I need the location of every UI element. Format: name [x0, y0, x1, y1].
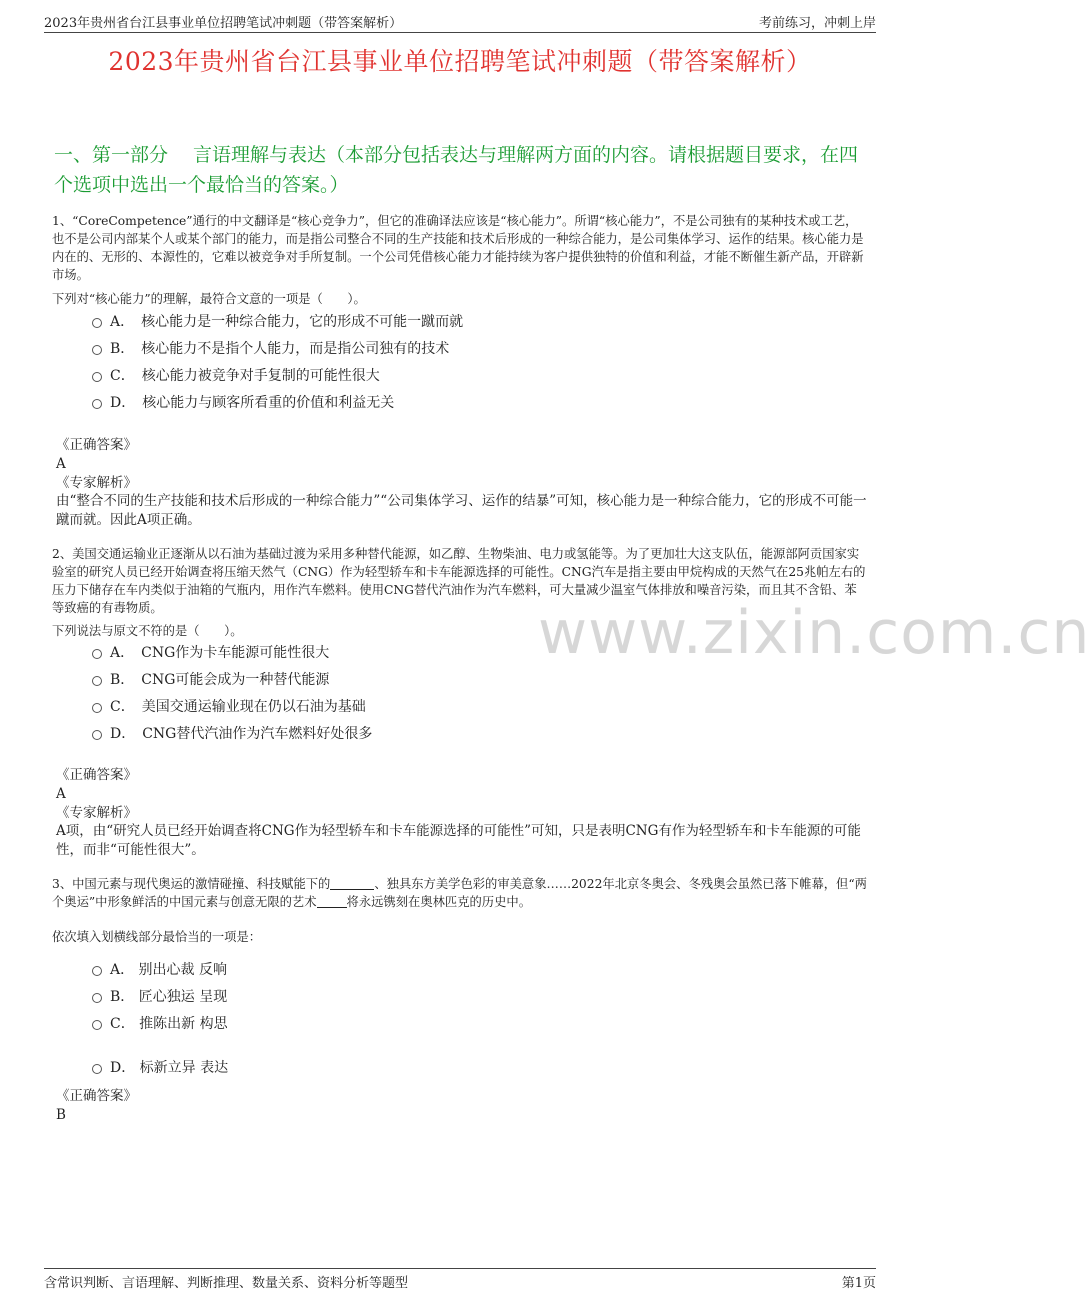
q1-stem: 下列对“核心能力”的理解，最符合文意的一项是（ ）。	[52, 292, 366, 306]
q3-stem: 依次填入划横线部分最恰当的一项是：	[52, 930, 262, 944]
radio-icon[interactable]	[92, 399, 102, 409]
footer-left-text: 含常识判断、言语理解、判断推理、数量关系、资料分析等题型	[44, 1276, 409, 1291]
radio-icon[interactable]	[92, 318, 102, 328]
q1-option-d[interactable]: D． 核心能力与顾客所看重的价值和利益无关	[92, 393, 394, 413]
q2-option-a[interactable]: A． CNG作为卡车能源可能性很大	[92, 643, 329, 663]
q1-option-b[interactable]: B． 核心能力不是指个人能力，而是指公司独有的技术	[92, 339, 449, 359]
radio-icon[interactable]	[92, 676, 102, 686]
q2-answer: A	[56, 786, 66, 802]
q1-analysis-label: 《专家解析》	[56, 475, 137, 491]
header-left-text: 2023年贵州省台江县事业单位招聘笔试冲刺题（带答案解析）	[44, 16, 403, 31]
radio-icon[interactable]	[92, 1020, 102, 1030]
q2-analysis-label: 《专家解析》	[56, 805, 137, 821]
q3-answer-label: 《正确答案》	[56, 1088, 137, 1104]
section-heading: 一、第一部分 言语理解与表达（本部分包括表达与理解两方面的内容。请根据题目要求，在四个选项中选出一个最恰当的答案。）	[54, 144, 859, 196]
q2-option-c[interactable]: C． 美国交通运输业现在仍以石油为基础	[92, 697, 366, 717]
page-header	[44, 10, 876, 33]
q3-option-d[interactable]: D． 标新立异 表达	[92, 1058, 228, 1078]
q3-option-a[interactable]: A． 别出心裁 反响	[92, 960, 227, 980]
q3-option-c[interactable]: C． 推陈出新 构思	[92, 1014, 228, 1034]
radio-icon[interactable]	[92, 993, 102, 1003]
fill-blank	[317, 895, 347, 908]
document-title: 2023年贵州省台江县事业单位招聘笔试冲刺题（带答案解析）	[108, 47, 812, 76]
q2-option-d[interactable]: D． CNG替代汽油作为汽车燃料好处很多	[92, 724, 372, 744]
q1-analysis: 由“整合不同的生产技能和技术后形成的一种综合能力”“公司集体学习、运作的结暴”可知，核心能力是一种综合能力，它的形成不可能一蹴而就。因此A项正确。	[56, 493, 867, 528]
header-right-text: 考前练习，冲刺上岸	[758, 16, 876, 31]
radio-icon[interactable]	[92, 1064, 102, 1074]
q2-analysis: A项，由“研究人员已经开始调查将CNG作为轻型轿车和卡车能源选择的可能性”可知，只是表明CNG有作为轻型轿车和卡车能源的可能性，而非“可能性很大”。	[56, 823, 861, 858]
radio-icon[interactable]	[92, 730, 102, 740]
page-footer	[44, 1268, 876, 1291]
radio-icon[interactable]	[92, 345, 102, 355]
radio-icon[interactable]	[92, 966, 102, 976]
q1-passage: 1、“CoreCompetence”通行的中文翻译是“核心竞争力”，但它的准确译法应该是“核心能力”。所谓“核心能力”，不是公司独有的某种技术或工艺，也不是公司内部某个人或某个部门的能力，而是指公司整合不同的生产技能和技术后形成的一种综合能力，是公司集体学习、运作的结果。核心能力是内在的、无形的、本源性的，它难以被竞争对手所复制。一个公司凭借核心能力才能持续为客户提供独特的价值和利益，才能不断催生新产品，开辟新市场。	[52, 214, 864, 282]
q3-option-b[interactable]: B． 匠心独运 呈现	[92, 987, 227, 1007]
q1-option-c[interactable]: C． 核心能力被竞争对手复制的可能性很大	[92, 366, 380, 386]
q3-passage: 3、中国元素与现代奥运的激情碰撞、科技赋能下的 、独具东方美学色彩的审美意象……2022年北京冬奥会、冬残奥会虽然已落下帷幕，但“两个奥运”中形象鲜活的中国元素与创意无限的艺术 将永远镌刻在奥林匹克的历史中。	[52, 877, 867, 909]
q3-answer: B	[56, 1107, 66, 1123]
page-number: 第1页	[841, 1276, 876, 1291]
q2-option-b[interactable]: B． CNG可能会成为一种替代能源	[92, 670, 329, 690]
q1-option-a[interactable]: A． 核心能力是一种综合能力，它的形成不可能一蹴而就	[92, 312, 463, 332]
radio-icon[interactable]	[92, 703, 102, 713]
watermark: www.zixin.com.cn	[538, 598, 1090, 668]
q2-answer-label: 《正确答案》	[56, 767, 137, 783]
q1-answer-label: 《正确答案》	[56, 437, 137, 453]
q2-stem: 下列说法与原文不符的是（ ）。	[52, 624, 243, 638]
q1-answer: A	[56, 456, 66, 472]
radio-icon[interactable]	[92, 372, 102, 382]
q2-passage: 2、美国交通运输业正逐渐从以石油为基础过渡为采用多种替代能源，如乙醇、生物柴油、电力或氢能等。为了更加壮大这支队伍，能源部阿贡国家实验室的研究人员已经开始调查将压缩天然气（CNG）作为轻型轿车和卡车能源选择的可能性。CNG汽车是指主要由甲烷构成的天然气在25兆帕左右的压力下储存在车内类似于油箱的气瓶内，用作汽车燃料。使用CNG替代汽油作为汽车燃料，可大量减少温室气体排放和噪音污染，而且其不含铅、苯等致癌的有毒物质。	[52, 547, 866, 615]
fill-blank	[330, 877, 374, 890]
radio-icon[interactable]	[92, 649, 102, 659]
